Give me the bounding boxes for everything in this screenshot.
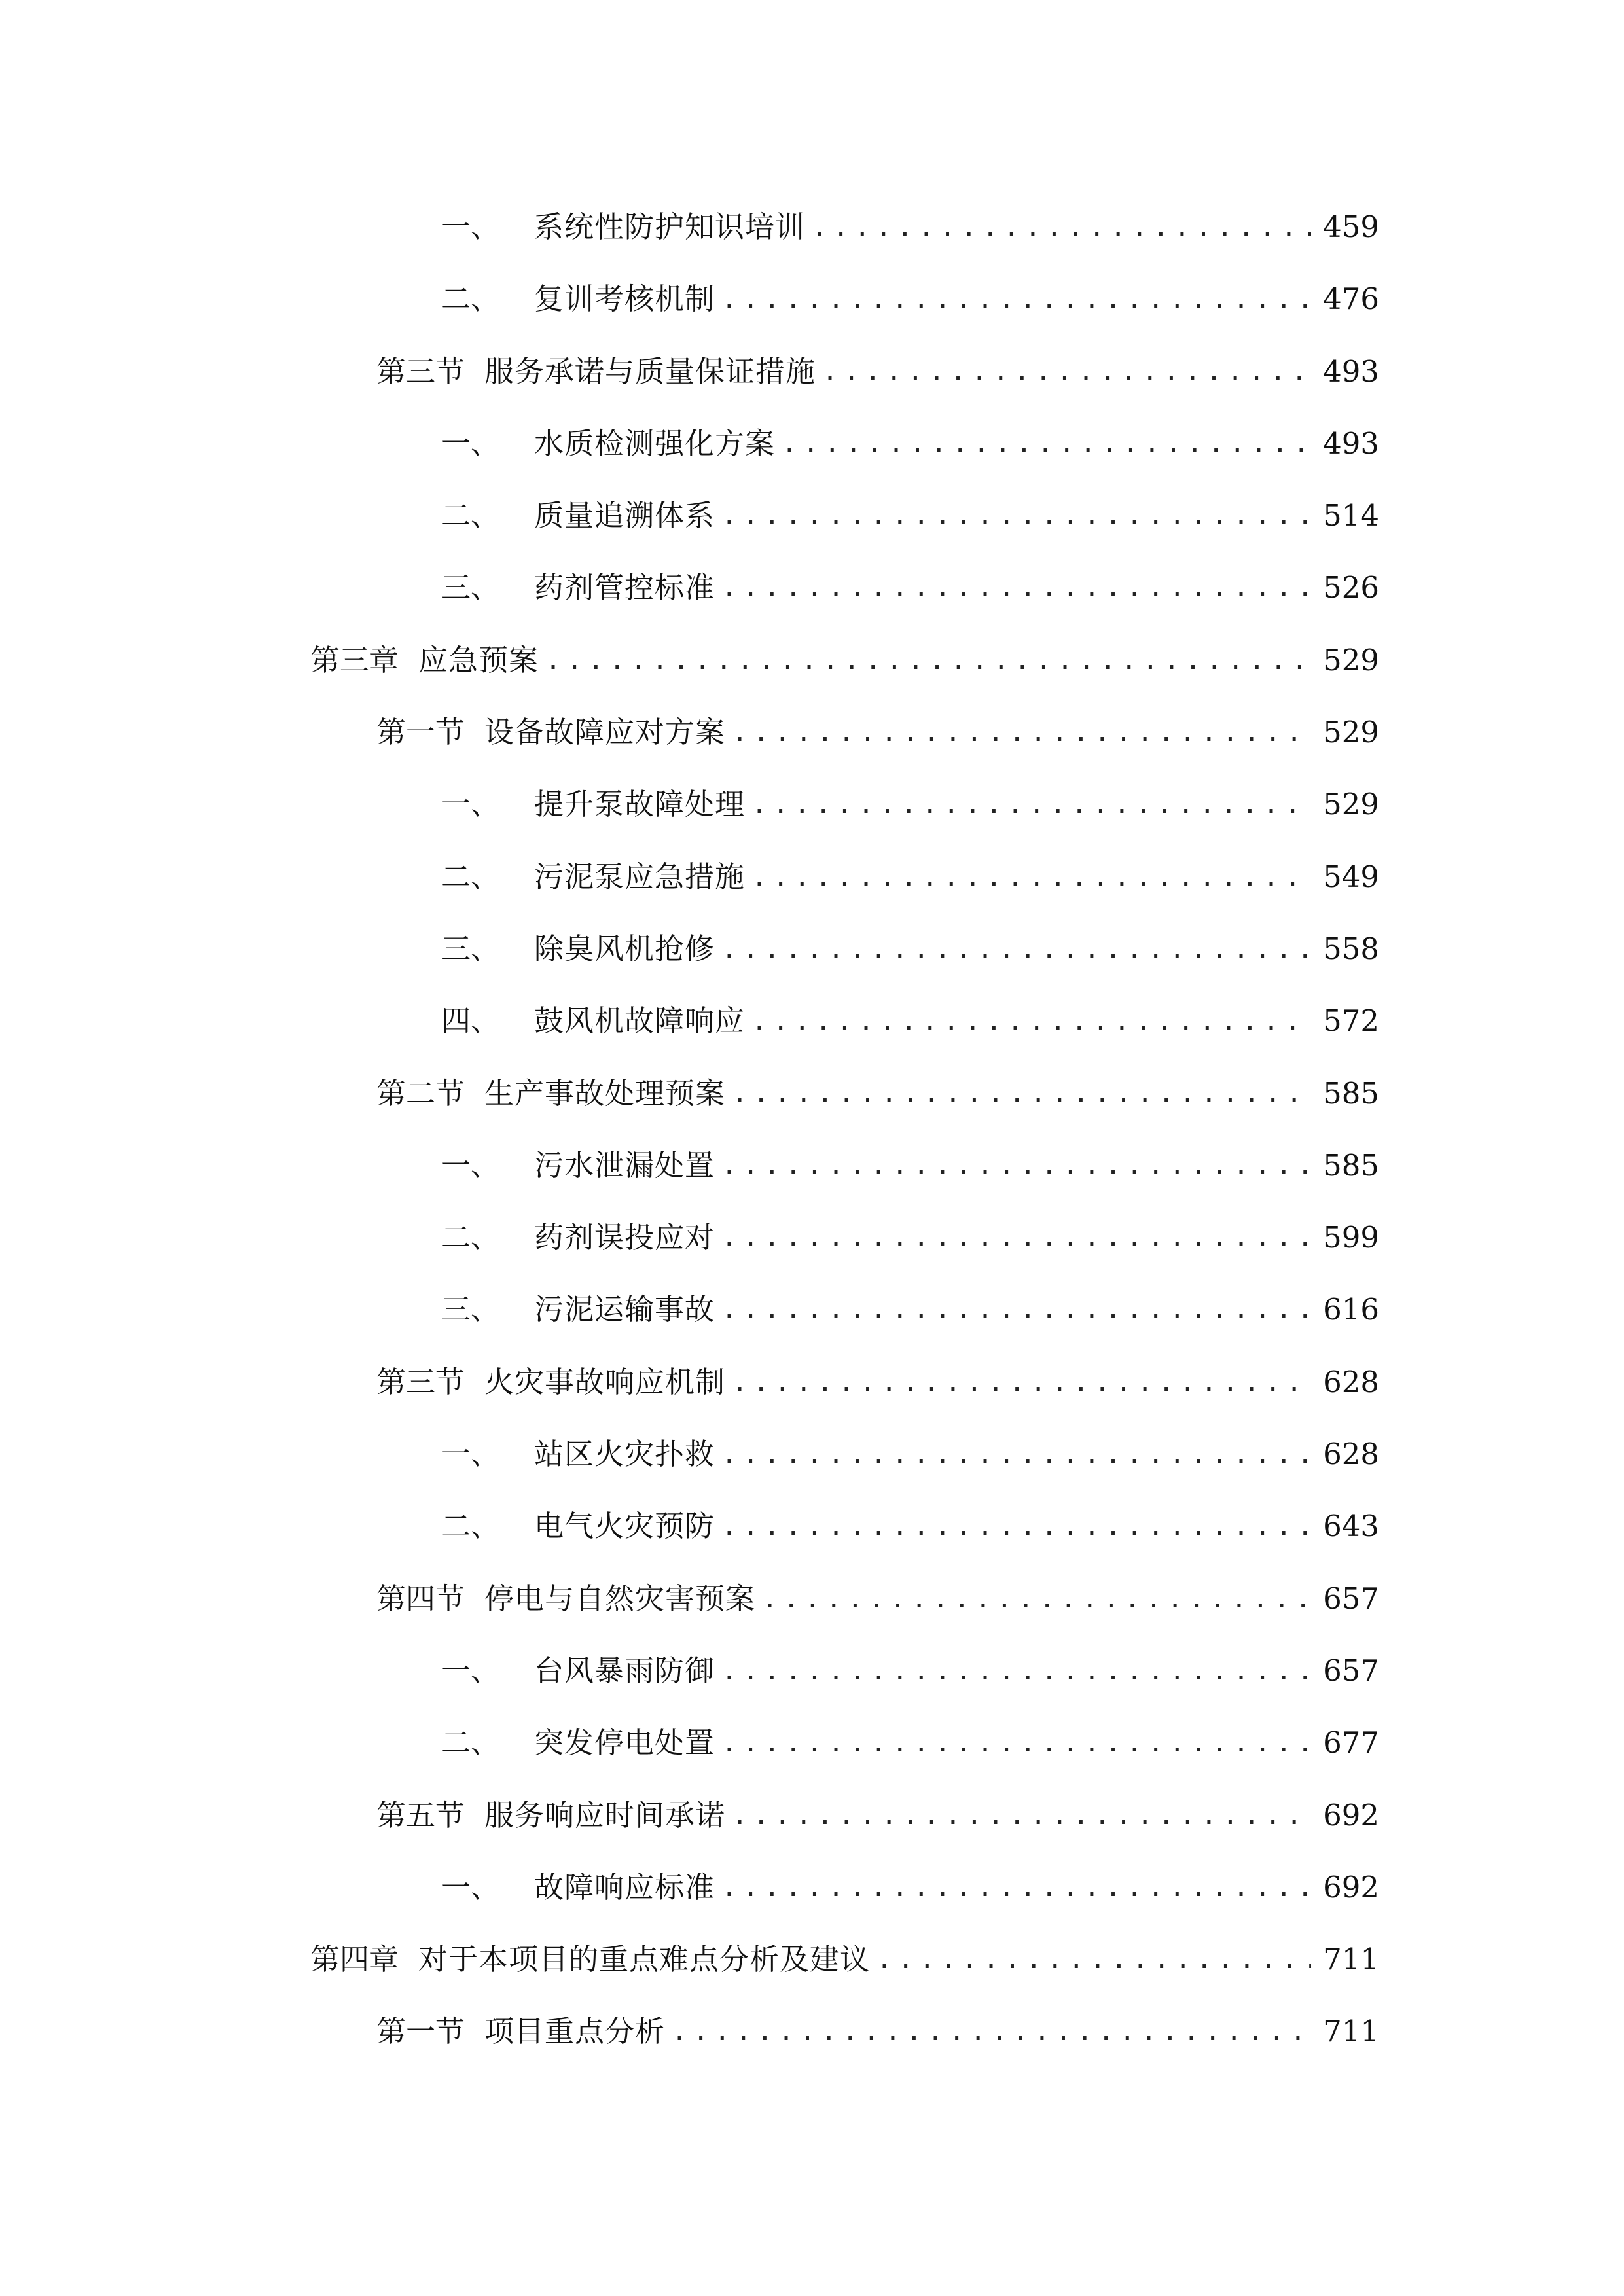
toc-entry-number: 二、	[441, 281, 501, 317]
toc-entry-title: 除臭风机抢修	[534, 931, 715, 966]
toc-entry[interactable]	[0, 336, 1624, 408]
toc-entry[interactable]	[0, 1130, 1624, 1202]
dot-leader	[721, 1651, 1311, 1691]
toc-entry-page: 493	[1323, 425, 1379, 461]
toc-entry-title: 水质检测强化方案	[534, 425, 776, 461]
toc-entry-title: 火灾事故响应机制	[484, 1364, 726, 1399]
dot-leader	[762, 1579, 1311, 1619]
toc-entry-page: 692	[1323, 1869, 1379, 1905]
toc-entry-number: 第三节	[376, 353, 465, 389]
toc-entry-number: 一、	[441, 787, 501, 822]
toc-entry[interactable]	[0, 1491, 1624, 1563]
toc-entry[interactable]	[0, 192, 1624, 264]
toc-entry-page: 572	[1323, 1003, 1379, 1039]
dot-leader	[751, 785, 1311, 824]
toc-entry[interactable]	[0, 769, 1624, 841]
toc-entry-number: 三、	[441, 931, 501, 966]
table-of-contents	[0, 192, 1624, 2069]
toc-entry[interactable]	[0, 1636, 1624, 1708]
toc-entry-page: 657	[1323, 1581, 1379, 1616]
dot-leader	[721, 1868, 1311, 1907]
toc-entry-title: 药剂管控标准	[534, 570, 715, 605]
dot-leader	[721, 1435, 1311, 1474]
toc-entry-title: 故障响应标准	[534, 1869, 715, 1905]
toc-entry-number: 三、	[441, 570, 501, 605]
toc-entry-page: 599	[1323, 1220, 1379, 1255]
toc-entry[interactable]	[0, 697, 1624, 769]
toc-entry[interactable]	[0, 1202, 1624, 1274]
toc-entry-title: 对于本项目的重点难点分析及建议	[418, 1942, 871, 1977]
toc-entry[interactable]	[0, 1708, 1624, 1780]
dot-leader	[672, 2012, 1311, 2051]
toc-entry-title: 质量追溯体系	[534, 498, 715, 533]
toc-entry[interactable]	[0, 480, 1624, 552]
toc-entry-number: 第三节	[376, 1364, 465, 1399]
toc-entry-number: 三、	[441, 1292, 501, 1327]
dot-leader	[721, 1723, 1311, 1763]
toc-entry-title: 鼓风机故障响应	[534, 1003, 746, 1039]
toc-entry-number: 第五节	[376, 1797, 465, 1833]
toc-entry[interactable]	[0, 408, 1624, 480]
toc-entry-number: 二、	[441, 1725, 501, 1761]
toc-entry[interactable]	[0, 264, 1624, 336]
toc-entry-title: 复训考核机制	[534, 281, 715, 317]
toc-entry-title: 电气火灾预防	[534, 1509, 715, 1544]
toc-entry-page: 549	[1323, 859, 1379, 894]
toc-entry-number: 四、	[441, 1003, 501, 1039]
toc-entry-number: 第一节	[376, 2014, 465, 2049]
toc-entry-page: 628	[1323, 1437, 1379, 1472]
dot-leader	[545, 641, 1311, 680]
toc-entry[interactable]	[0, 1996, 1624, 2068]
toc-entry-title: 项目重点分析	[484, 2014, 666, 2049]
toc-entry-title: 服务响应时间承诺	[484, 1797, 726, 1833]
toc-entry-page: 616	[1323, 1292, 1379, 1327]
toc-entry[interactable]	[0, 1564, 1624, 1636]
dot-leader	[721, 279, 1311, 319]
toc-entry-page: 526	[1323, 570, 1379, 605]
dot-leader	[721, 568, 1311, 607]
toc-entry-number: 第四节	[376, 1581, 465, 1616]
toc-entry-title: 提升泵故障处理	[534, 787, 746, 822]
toc-entry-page: 493	[1323, 353, 1379, 389]
toc-entry-title: 污泥运输事故	[534, 1292, 715, 1327]
toc-entry-page: 711	[1323, 2014, 1379, 2049]
toc-entry-title: 站区火灾扑救	[534, 1437, 715, 1472]
toc-entry-title: 台风暴雨防御	[534, 1653, 715, 1688]
dot-leader	[751, 1001, 1311, 1041]
toc-entry[interactable]	[0, 1924, 1624, 1996]
toc-entry-page: 529	[1323, 715, 1379, 750]
toc-entry-number: 第二节	[376, 1075, 465, 1111]
toc-entry-page: 529	[1323, 787, 1379, 822]
dot-leader	[721, 496, 1311, 535]
dot-leader	[732, 1796, 1311, 1835]
toc-entry-title: 生产事故处理预案	[484, 1075, 726, 1111]
toc-entry-page: 628	[1323, 1364, 1379, 1399]
toc-entry[interactable]	[0, 625, 1624, 697]
dot-leader	[876, 1940, 1311, 1979]
toc-entry-page: 558	[1323, 931, 1379, 966]
toc-entry-page: 585	[1323, 1147, 1379, 1183]
dot-leader	[721, 1146, 1311, 1185]
toc-entry[interactable]	[0, 1852, 1624, 1924]
toc-entry-title: 药剂误投应对	[534, 1220, 715, 1255]
toc-entry-title: 系统性防护知识培训	[534, 209, 806, 244]
toc-entry[interactable]	[0, 1347, 1624, 1419]
toc-entry[interactable]	[0, 1780, 1624, 1852]
toc-entry[interactable]	[0, 1058, 1624, 1130]
dot-leader	[732, 1074, 1311, 1113]
toc-entry[interactable]	[0, 1419, 1624, 1491]
toc-entry[interactable]	[0, 1274, 1624, 1346]
toc-entry-title: 污泥泵应急措施	[534, 859, 746, 894]
toc-entry-page: 657	[1323, 1653, 1379, 1688]
dot-leader	[732, 1363, 1311, 1402]
toc-entry-page: 514	[1323, 498, 1379, 533]
toc-entry-page: 476	[1323, 281, 1379, 317]
toc-entry-number: 一、	[441, 1653, 501, 1688]
toc-entry-number: 一、	[441, 209, 501, 244]
toc-entry[interactable]	[0, 986, 1624, 1058]
toc-entry-number: 一、	[441, 1147, 501, 1183]
toc-entry[interactable]	[0, 914, 1624, 986]
toc-entry-number: 二、	[441, 498, 501, 533]
toc-entry-title: 污水泄漏处置	[534, 1147, 715, 1183]
toc-entry-page: 677	[1323, 1725, 1379, 1761]
dot-leader	[721, 929, 1311, 969]
toc-entry-page: 643	[1323, 1509, 1379, 1544]
dot-leader	[721, 1218, 1311, 1257]
toc-entry-number: 第一节	[376, 715, 465, 750]
dot-leader	[812, 207, 1311, 247]
toc-entry-number: 一、	[441, 425, 501, 461]
toc-entry-page: 459	[1323, 209, 1379, 244]
toc-entry-number: 二、	[441, 1509, 501, 1544]
toc-entry-title: 设备故障应对方案	[484, 715, 726, 750]
toc-entry-title: 服务承诺与质量保证措施	[484, 353, 816, 389]
toc-entry[interactable]	[0, 842, 1624, 914]
toc-entry-page: 711	[1323, 1942, 1379, 1977]
toc-entry-number: 一、	[441, 1437, 501, 1472]
toc-entry-page: 529	[1323, 642, 1379, 677]
toc-entry-number: 一、	[441, 1869, 501, 1905]
dot-leader	[732, 713, 1311, 752]
dot-leader	[721, 1507, 1311, 1546]
toc-entry-number: 第三章	[310, 642, 399, 677]
toc-entry[interactable]	[0, 552, 1624, 624]
toc-entry-page: 692	[1323, 1797, 1379, 1833]
toc-entry-number: 二、	[441, 859, 501, 894]
toc-entry-title: 应急预案	[418, 642, 539, 677]
toc-entry-page: 585	[1323, 1075, 1379, 1111]
toc-entry-title: 突发停电处置	[534, 1725, 715, 1761]
toc-entry-number: 第四章	[310, 1942, 399, 1977]
dot-leader	[822, 352, 1311, 391]
toc-entry-title: 停电与自然灾害预案	[484, 1581, 756, 1616]
toc-entry-number: 二、	[441, 1220, 501, 1255]
dot-leader	[751, 857, 1311, 897]
dot-leader	[782, 424, 1311, 463]
dot-leader	[721, 1290, 1311, 1329]
